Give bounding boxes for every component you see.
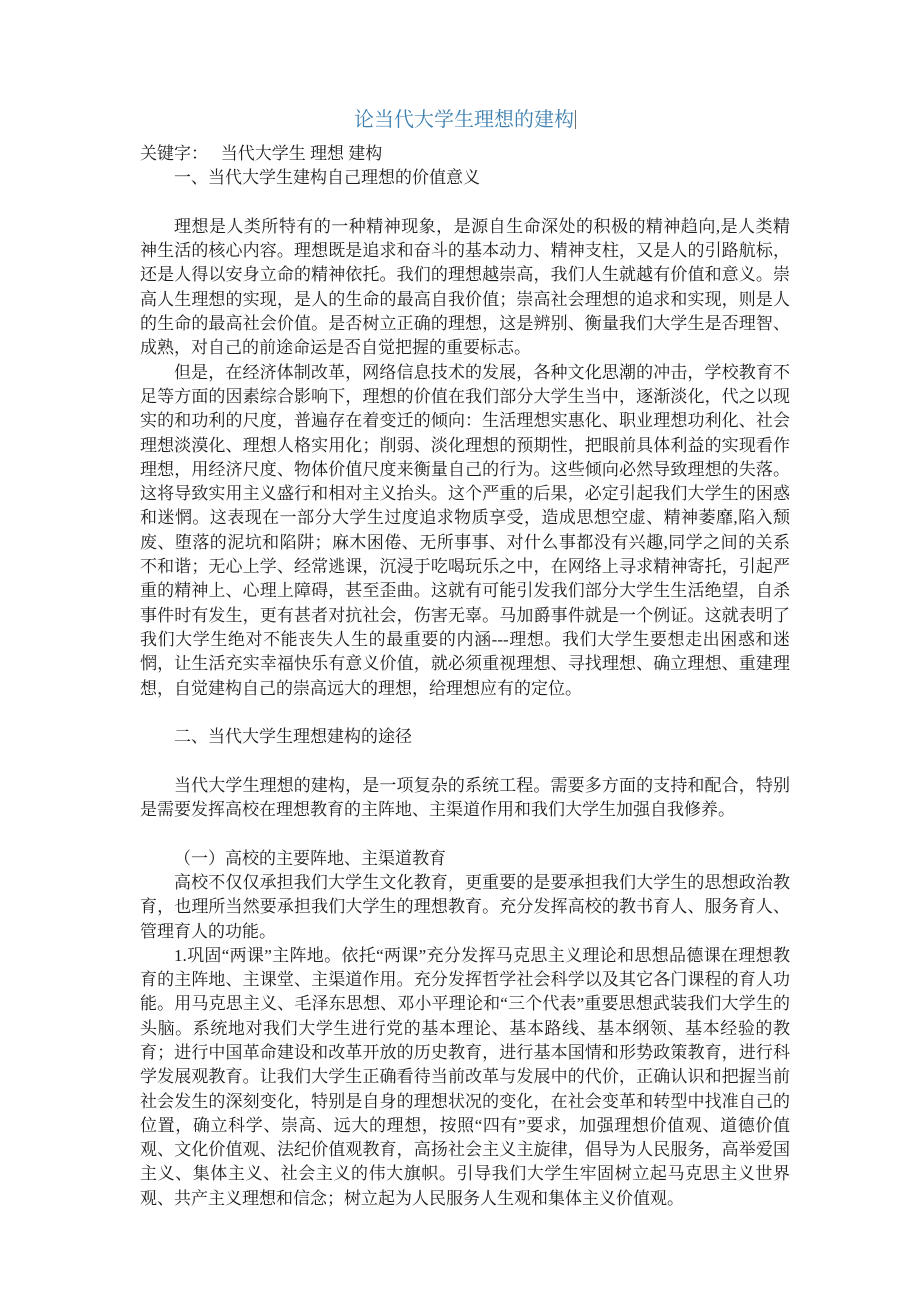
page-title xyxy=(140,107,790,134)
paragraph-problems: 但是，在经济体制改革，网络信息技术的发展，各种文化思潮的冲击，学校教育不足等方面的因素综合影响下，理想的价值在我们部分大学生当中，逐渐淡化，代之以现实的和功利的尺度，普遍存在着变迁的倾向：生活理想实惠化、职业理想功利化、社会理想淡漠化、理想人格实用化；削弱、淡化理想的预期性，把眼前具体利益的实现看作理想，用经济尺度、物体价值尺度来衡量自己的行为。这些倾向必然导致理想的失落。这将导致实用主义盛行和相对主义抬头。这个严重的后果，必定引起我们大学生的困惑和迷惘。这表现在一部分大学生过度追求物质享受，造成思想空虚、精神萎靡,陷入颓废、堕落的泥坑和陷阱；麻木困倦、无所事事、对什么事都没有兴趣,同学之间的关系不和谐；无心上学、经常逃课，沉浸于吃喝玩乐之中，在网络上寻求精神寄托，引起严重的精神上、心理上障碍，甚至歪曲。这就有可能引发我们部分大学生生活绝望，自杀事件时有发生，更有甚者对抗社会，伤害无辜。马加爵事件就是一个例证。这就表明了我们大学生绝对不能丧失人生的最重要的内涵---理想。我们大学生要想走出困惑和迷惘，让生活充实幸福快乐有意义价值，就必须重视理想、寻找理想、确立理想、重建理想，自觉建构自己的崇高远大的理想，给理想应有的定位。 xyxy=(140,362,790,698)
blank-line xyxy=(140,191,790,215)
paragraph-two-courses: 1.巩固“两课”主阵地。依托“两课”充分发挥马克思主义理论和思想品德课在理想教育的主阵地、主课堂、主渠道作用。充分发挥哲学社会科学以及其它各门课程的育人功能。用马克思主义、毛泽东思想、邓小平理论和“三个代表”重要思想武装我们大学生的头脑。系统地对我们大学生进行党的基本理论、基本路线、基本纲领、基本经验的教育；进行中国革命建设和改革开放的历史教育，进行基本国情和形势政策教育，进行科学发展观教育。让我们大学生正确看待当前改革与发展中的代价，正确认识和把握当前社会发生的深刻变化，特别是自身的理想状况的变化，在社会变革和转型中找准自己的位置，确立科学、崇高、远大的理想，按照“四有”要求，加强理想价值观、道德价值观、文化价值观、法纪价值观教育，高扬社会主义主旋律，倡导为人民服务，高举爱国主义、集体主义、社会主义的伟大旗帜。引导我们大学生牢固树立起马克思主义世界观、共产主义理想和信念；树立起为人民服务人生观和集体主义价值观。 xyxy=(140,945,790,1208)
blank-line xyxy=(140,749,790,773)
paragraph-construction-project: 当代大学生理想的建构，是一项复杂的系统工程。需要多方面的支持和配合，特别是需要发挥高校在理想教育的主阵地、主渠道作用和我们大学生加强自我修养。 xyxy=(140,775,790,820)
text-cursor-icon xyxy=(575,110,576,129)
paragraph-ideal-value: 理想是人类所特有的一种精神现象，是源自生命深处的积极的精神趋向,是人类精神生活的核心内容。理想既是追求和奋斗的基本动力、精神支柱，又是人的引路航标，还是人得以安身立命的精神依托。我们的理想越崇高，我们人生就越有价值和意义。崇高人生理想的实现，是人的生命的最高自我价值；崇高社会理想的追求和实现，则是人的生命的最高社会价值。是否树立正确的理想，这是辨别、衡量我们大学生是否理智、成熟，对自己的前途命运是否自觉把握的重要标志。 xyxy=(140,216,790,358)
page-title-text: 论当代大学生理想的建构 xyxy=(354,109,574,131)
paragraph-university-duty: 高校不仅仅承担我们大学生文化教育，更重要的是要承担我们大学生的思想政治教育，也理所当然要承担我们大学生的理想教育。充分发挥高校的教书育人、服务育人、管理育人的功能。 xyxy=(140,872,790,941)
keywords-line: 关键字： 当代大学生 理想 建构 xyxy=(140,144,383,163)
blank-line xyxy=(140,822,790,846)
subsection-heading-1: （一）高校的主要阵地、主渠道教育 xyxy=(174,848,446,868)
section-heading-1: 一、当代大学生建构自己理想的价值意义 xyxy=(174,168,480,188)
section-heading-2: 二、当代大学生理想建构的途径 xyxy=(174,727,412,747)
blank-line xyxy=(140,701,790,725)
